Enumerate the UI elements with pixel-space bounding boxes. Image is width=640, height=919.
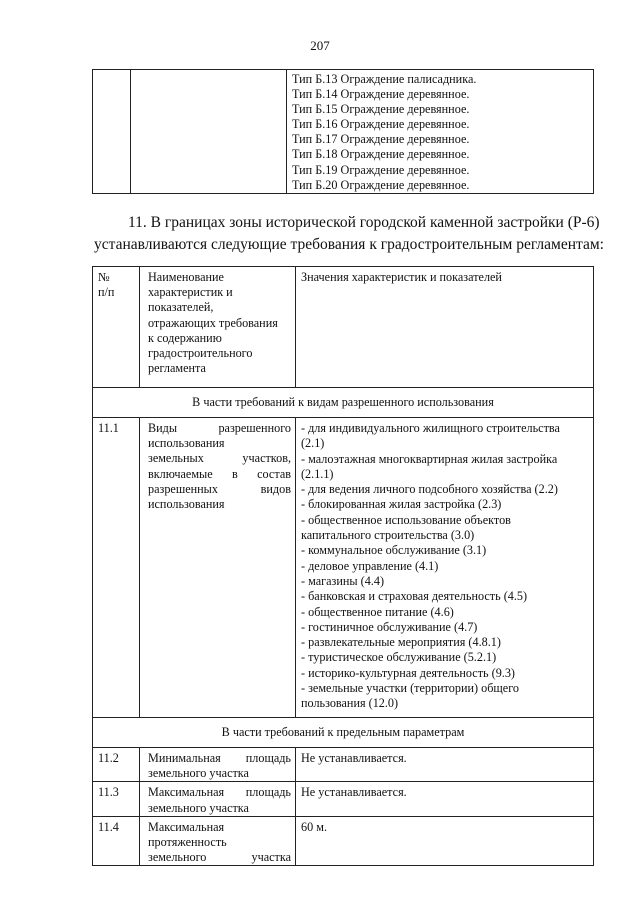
section-title: В части требований к видам разрешенного использования xyxy=(93,388,594,418)
empty-cell xyxy=(93,70,131,194)
row-num: 11.2 xyxy=(93,748,140,782)
list-item: - развлекательные мероприятия (4.8.1) xyxy=(301,635,501,650)
header-name-line: градостроительного xyxy=(148,346,253,361)
row-name xyxy=(140,816,296,866)
list-item: Тип Б.13 Ограждение палисадника. xyxy=(292,72,477,86)
list-item: - для ведения личного подсобного хозяйства (2.2) xyxy=(301,482,558,497)
header-name-line: регламента xyxy=(148,361,206,376)
list-item: (2.1.1) xyxy=(301,466,334,481)
row-name-line: использования xyxy=(148,497,225,512)
empty-cell xyxy=(131,70,287,194)
row-name xyxy=(140,782,296,816)
page-number: 207 xyxy=(310,38,330,53)
header-name-line: характеристик и xyxy=(148,285,233,300)
list-item: - земельные участки (территории) общего xyxy=(301,681,519,696)
list-item: - туристическое обслуживание (5.2.1) xyxy=(301,650,497,665)
header-num-line: п/п xyxy=(98,285,115,300)
list-item: - деловое управление (4.1) xyxy=(301,558,439,573)
list-item: (2.1) xyxy=(301,436,325,451)
row-name-line: включаемые в состав xyxy=(148,466,291,481)
table-row xyxy=(93,418,594,718)
header-name-line: отражающих требования xyxy=(148,315,278,330)
list-item: Тип Б.14 Ограждение деревянное. xyxy=(292,87,470,102)
row-name-line: земельного участка xyxy=(148,766,249,781)
header-name-line: показателей, xyxy=(148,300,214,315)
list-item: - историко-культурная деятельность (9.3) xyxy=(301,665,515,680)
list-item: пользования (12.0) xyxy=(301,696,399,711)
list-item: - магазины (4.4) xyxy=(301,573,384,588)
fence-types-cell xyxy=(287,70,594,194)
list-item: - малоэтажная многоквартирная жилая застройка xyxy=(301,451,558,466)
list-item: Тип Б.17 Ограждение деревянное. xyxy=(292,132,470,147)
table-row xyxy=(93,748,594,782)
header-num xyxy=(93,267,140,388)
paragraph-line: 11. В границах зоны исторической городской каменной застройки (Р-6) xyxy=(128,214,600,231)
header-name xyxy=(140,267,296,388)
row-name-line: Минимальная площадь xyxy=(148,751,291,765)
header-num-line: № xyxy=(98,270,110,284)
row-num: 11.3 xyxy=(93,782,140,816)
section-row xyxy=(93,388,594,418)
paragraph-line: устанавливаются следующие требования к градостроительным регламентам: xyxy=(94,236,604,253)
list-item: - коммунальное обслуживание (3.1) xyxy=(301,543,487,558)
row-name xyxy=(140,418,296,718)
row-name-line: использования xyxy=(148,436,225,451)
fence-types-table xyxy=(92,69,594,194)
row-name-line: земельных участков, xyxy=(148,451,291,466)
list-item: - общественное питание (4.6) xyxy=(301,604,454,619)
list-item: Тип Б.18 Ограждение деревянное. xyxy=(292,147,470,162)
table-row xyxy=(93,70,594,194)
row-name-line: протяженность xyxy=(148,835,227,850)
table-row xyxy=(93,782,594,816)
section-paragraph xyxy=(94,212,604,256)
row-name xyxy=(140,748,296,782)
row-name-line: Виды разрешенного xyxy=(148,421,291,435)
list-item: - для индивидуального жилищного строительства xyxy=(301,421,560,435)
list-item: - гостиничное обслуживание (4.7) xyxy=(301,619,478,634)
permitted-uses xyxy=(296,418,594,718)
table-row xyxy=(93,816,594,866)
list-item: Тип Б.20 Ограждение деревянное. xyxy=(292,177,470,192)
row-value: Не устанавливается. xyxy=(296,748,594,782)
list-item: Тип Б.19 Ограждение деревянное. xyxy=(292,162,470,177)
row-num: 11.1 xyxy=(93,418,140,718)
row-name-line: Максимальная площадь xyxy=(148,785,291,800)
row-name-line: разрешенных видов xyxy=(148,481,291,496)
regulations-table xyxy=(92,266,594,866)
row-value: Не устанавливается. xyxy=(296,782,594,816)
header-value: Значения характеристик и показателей xyxy=(296,267,594,388)
list-item: - банковская и страховая деятельность (4.5) xyxy=(301,589,528,604)
section-row xyxy=(93,718,594,748)
section-title: В части требований к предельным параметрам xyxy=(93,718,594,748)
row-value: 60 м. xyxy=(296,816,594,866)
header-name-line: к содержанию xyxy=(148,330,222,345)
row-num: 11.4 xyxy=(93,816,140,866)
table-header-row xyxy=(93,267,594,388)
list-item: капитального строительства (3.0) xyxy=(301,528,475,543)
list-item: Тип Б.15 Ограждение деревянное. xyxy=(292,102,470,117)
list-item: - общественное использование объектов xyxy=(301,512,511,527)
row-name-line: земельного участка xyxy=(148,850,291,865)
list-item: - блокированная жилая застройка (2.3) xyxy=(301,497,502,512)
row-name-line: земельного участка xyxy=(148,800,249,815)
header-name-line: Наименование xyxy=(148,270,224,284)
list-item: Тип Б.16 Ограждение деревянное. xyxy=(292,117,470,132)
row-name-line: Максимальная xyxy=(148,819,225,834)
